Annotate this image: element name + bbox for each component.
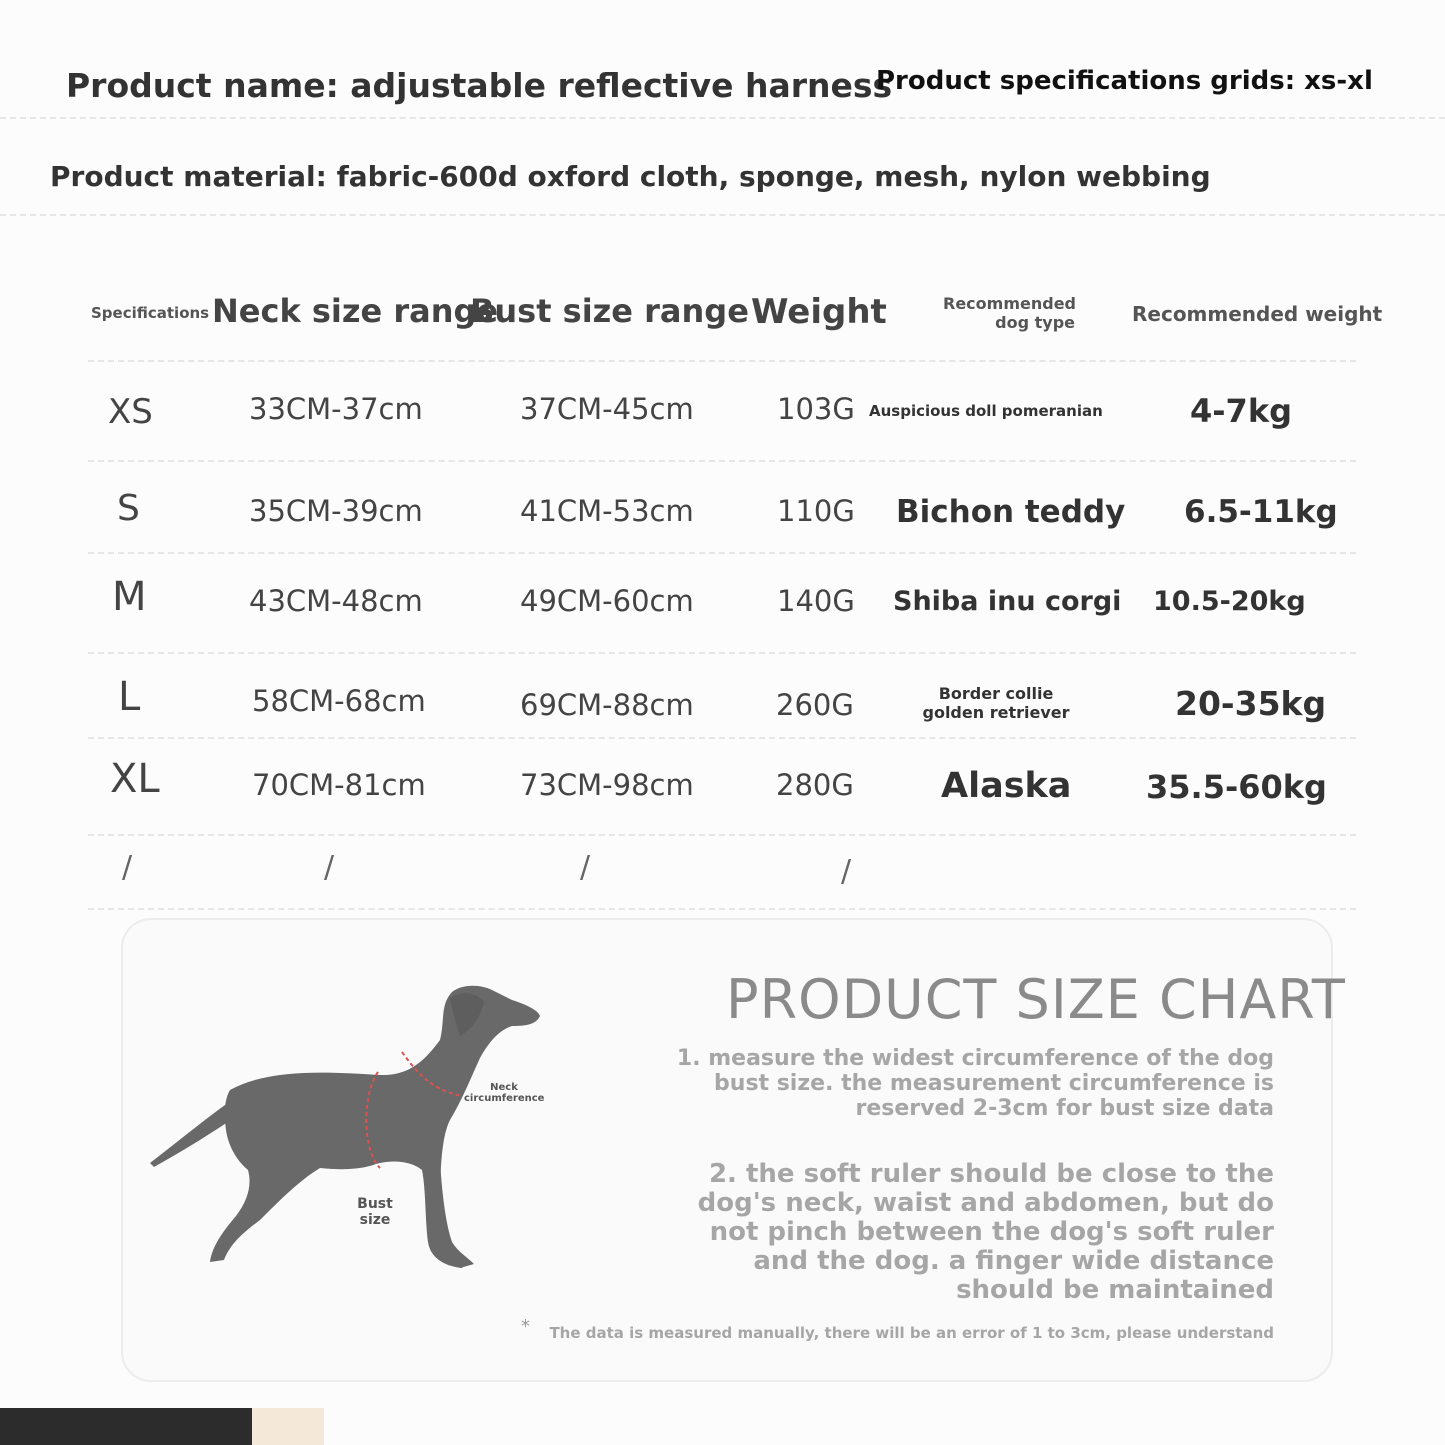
table-row (0, 670, 1445, 740)
bust-range: 73CM-98cm (520, 768, 694, 802)
rec-weight: 6.5-11kg (1184, 494, 1338, 530)
rec-weight: 4-7kg (1190, 392, 1292, 430)
size-label: M (112, 574, 147, 620)
dog-type: Auspicious doll pomeranian (869, 402, 1103, 420)
row-divider (88, 360, 1356, 362)
row-divider (88, 908, 1356, 910)
bust-range: 37CM-45cm (520, 392, 694, 426)
divider (0, 117, 1445, 119)
row-divider (88, 737, 1356, 739)
bust-range: 69CM-88cm (520, 688, 694, 722)
neck-range: 58CM-68cm (252, 684, 426, 718)
measure-note-1: 1. measure the widest circumference of the dog bust size. the measurement circumference is reserved 2-3cm for bust size data (676, 1046, 1274, 1121)
dog-type: Alaska (941, 766, 1072, 806)
dog-type: Shiba inu corgi (893, 586, 1122, 617)
bust-range: 41CM-53cm (520, 494, 694, 528)
dog-type: Bichon teddy (896, 494, 1126, 530)
bust-range: 49CM-60cm (520, 584, 694, 618)
table-row (0, 380, 1445, 450)
blank-cell: / (122, 850, 133, 885)
row-divider (88, 652, 1356, 654)
row-divider (88, 552, 1356, 554)
weight-value: 260G (776, 688, 854, 722)
bust-size-label: Bust size (357, 1196, 393, 1228)
weight-value: 103G (777, 392, 855, 426)
rec-weight: 20-35kg (1175, 684, 1327, 723)
weight-value: 140G (777, 584, 855, 618)
row-divider (88, 834, 1356, 836)
rec-weight: 10.5-20kg (1153, 586, 1306, 617)
disclaimer: The data is measured manually, there will be an error of 1 to 3cm, please understand (549, 1324, 1274, 1342)
size-label: S (117, 488, 140, 529)
dog-silhouette-illustration (140, 980, 560, 1280)
col-rec-weight: Recommended weight (1132, 302, 1383, 326)
col-dog-type: Recommended dog type (943, 294, 1076, 332)
col-bust: Bust size range (470, 292, 749, 330)
size-label: L (118, 674, 141, 720)
footer-beige-band (252, 1408, 324, 1445)
product-name: Product name: adjustable reflective harness (66, 66, 893, 105)
blank-cell: / (324, 850, 335, 885)
rec-weight: 35.5-60kg (1146, 768, 1327, 806)
neck-circumference-label: Neck circumference (464, 1082, 545, 1104)
weight-value: 110G (777, 494, 855, 528)
neck-range: 33CM-37cm (249, 392, 423, 426)
blank-cell: / (580, 850, 591, 885)
size-label: XL (110, 756, 160, 802)
neck-range: 43CM-48cm (249, 584, 423, 618)
blank-cell: / (841, 854, 852, 889)
col-neck: Neck size range (212, 292, 499, 330)
table-row (0, 480, 1445, 550)
size-label: XS (108, 392, 153, 432)
footer-dark-band (0, 1408, 252, 1445)
neck-range: 35CM-39cm (249, 494, 423, 528)
table-row-blank (0, 846, 1445, 896)
table-row (0, 570, 1445, 640)
col-weight: Weight (751, 292, 887, 332)
dog-type: Border collie golden retriever (922, 684, 1070, 722)
asterisk: * (521, 1316, 530, 1337)
col-spec: Specifications (91, 304, 210, 322)
table-row (0, 752, 1445, 822)
spec-grids: Product specifications grids: xs-xl (876, 66, 1373, 96)
product-material: Product material: fabric-600d oxford cloth, sponge, mesh, nylon webbing (50, 160, 1211, 193)
dog-icon (150, 986, 540, 1268)
size-chart-title: PRODUCT SIZE CHART (726, 968, 1346, 1031)
divider (0, 214, 1445, 216)
measure-note-2: 2. the soft ruler should be close to the dog's neck, waist and abdomen, but do not pinch between the dog's soft ruler and the dog. a finger wide distance should be maintained (697, 1159, 1274, 1305)
table-header (0, 280, 1445, 350)
neck-range: 70CM-81cm (252, 768, 426, 802)
weight-value: 280G (776, 768, 854, 802)
row-divider (88, 460, 1356, 462)
